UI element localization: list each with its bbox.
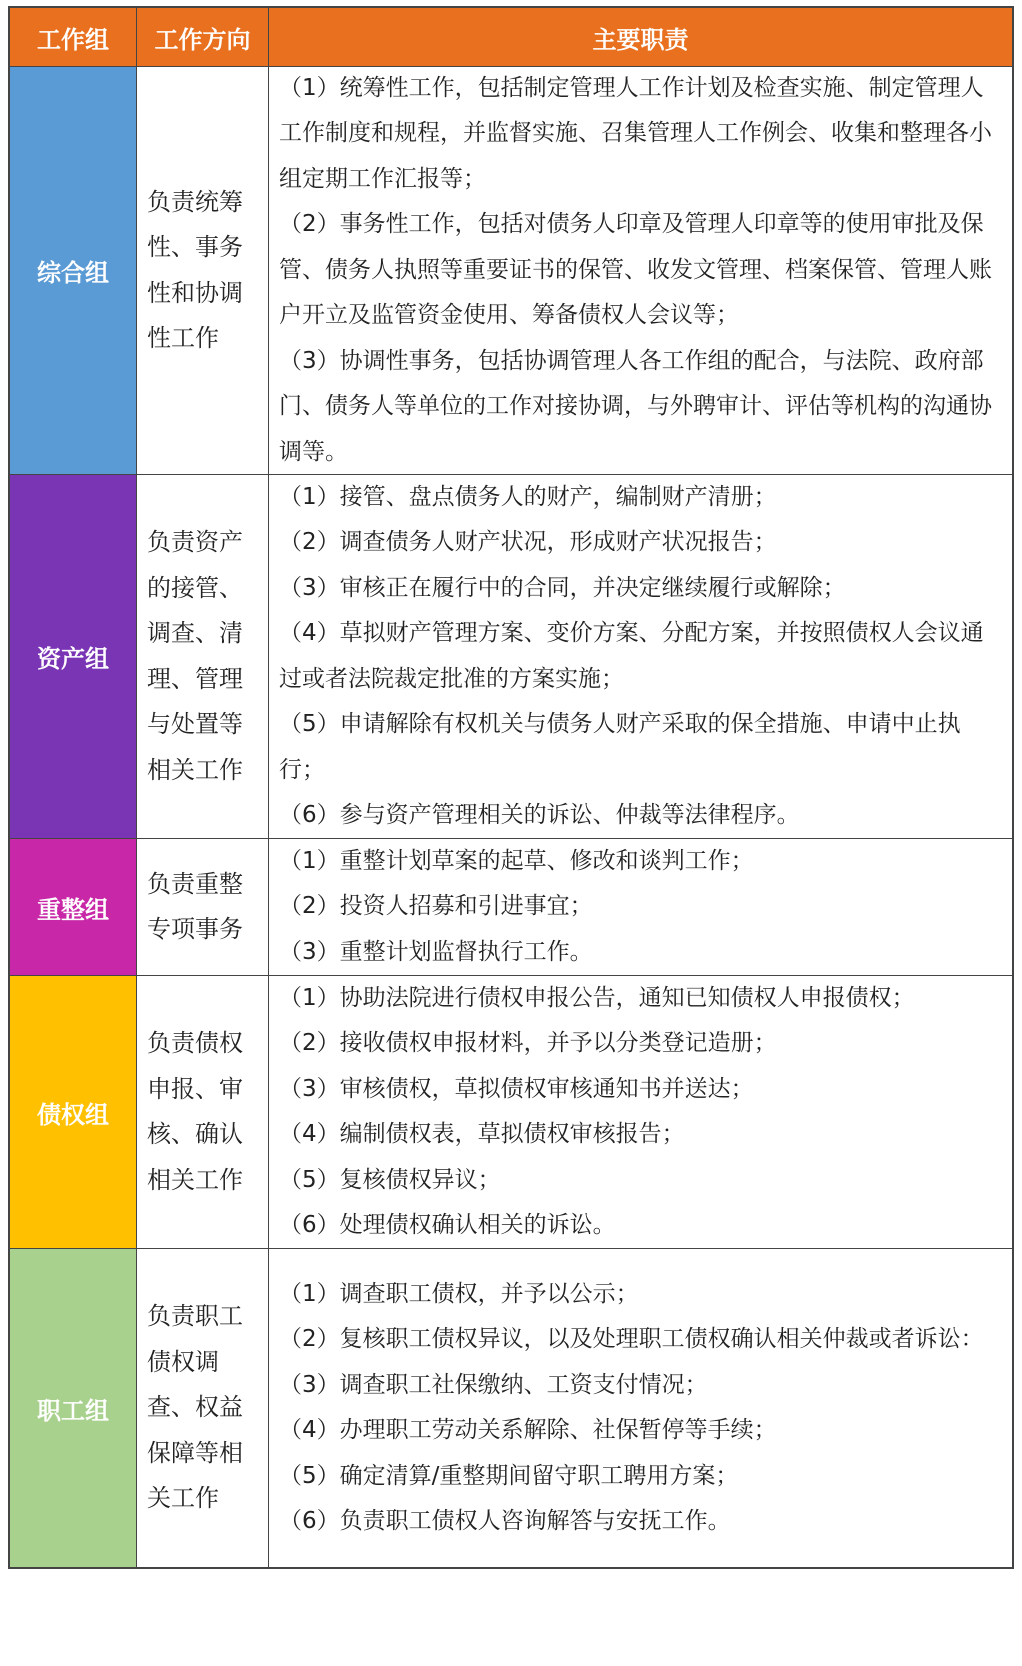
group-cell bbox=[10, 67, 137, 474]
duty-item: （2）调查债务人财产状况，形成财产状况报告； bbox=[279, 529, 777, 555]
duty-item: （2）投资人招募和引进事宜； bbox=[279, 893, 593, 920]
duty-item: （2）接收债权申报材料，并予以分类登记造册； bbox=[279, 1030, 777, 1056]
duty-item: （4）草拟财产管理方案、变价方案、分配方案，并按照债权人会议通过或者法院裁定批准的方案实施； bbox=[279, 620, 984, 692]
duty-item: （6）参与资产管理相关的诉讼、仲裁等法律程序。 bbox=[279, 802, 800, 828]
duty-item: （5）申请解除有权机关与债务人财产采取的保全措施、申请中止执行； bbox=[279, 711, 961, 783]
table-row bbox=[10, 976, 1012, 1249]
group-name: 重整组 bbox=[37, 895, 109, 924]
duty-item: （3）协调性事务，包括协调管理人各工作组的配合，与法院、政府部门、债务人等单位的工作对接协调，与外聘审计、评估等机构的沟通协调等。 bbox=[279, 347, 992, 465]
table-row bbox=[10, 839, 1012, 976]
group-cell bbox=[10, 1249, 137, 1567]
duty-item: （1）重整计划草案的起草、修改和谈判工作； bbox=[279, 847, 754, 874]
duties-cell bbox=[269, 976, 1012, 1248]
duty-item: （4）办理职工劳动关系解除、社保暂停等手续； bbox=[279, 1417, 777, 1443]
duty-item: （5）确定清算/重整期间留守职工聘用方案； bbox=[279, 1462, 739, 1489]
header-work-group: 工作组 bbox=[10, 8, 137, 66]
table-row bbox=[10, 1249, 1012, 1567]
group-direction: 负责职工债权调查、权益保障等相关工作 bbox=[147, 1302, 243, 1513]
duty-item: （3）重整计划监督执行工作。 bbox=[279, 938, 593, 965]
duty-item: （3）审核债权，草拟债权审核通知书并送达； bbox=[279, 1075, 754, 1102]
group-name: 资产组 bbox=[37, 645, 109, 673]
header-main-duties: 主要职责 bbox=[592, 25, 689, 54]
direction-cell bbox=[137, 67, 269, 474]
group-name: 职工组 bbox=[37, 1396, 109, 1425]
duty-item: （3）调查职工社保缴纳、工资支付情况； bbox=[279, 1371, 708, 1398]
group-name: 综合组 bbox=[37, 259, 109, 287]
duty-item: （2）复核职工债权异议，以及处理职工债权确认相关仲裁或者诉讼： bbox=[279, 1326, 984, 1352]
duty-item: （5）复核债权异议； bbox=[279, 1166, 501, 1193]
direction-cell bbox=[137, 475, 269, 838]
duty-item: （2）事务性工作，包括对债务人印章及管理人印章等的使用审批及保管、债务人执照等重要证书的保管、收发文管理、档案保管、管理人账户开立及监管资金使用、筹备债权人会议等； bbox=[279, 211, 992, 329]
duty-item: （1）接管、盘点债务人的财产，编制财产清册； bbox=[279, 483, 777, 510]
table-row bbox=[10, 475, 1012, 839]
header-work-direction: 工作方向 bbox=[137, 8, 269, 66]
duties-cell bbox=[269, 67, 1012, 474]
table-header-row bbox=[10, 6, 1012, 67]
group-cell bbox=[10, 976, 137, 1248]
duty-item: （6）处理债权确认相关的诉讼。 bbox=[279, 1212, 616, 1238]
direction-cell bbox=[137, 976, 269, 1248]
duties-cell bbox=[269, 1249, 1012, 1567]
duty-item: （6）负责职工债权人咨询解答与安抚工作。 bbox=[279, 1508, 731, 1534]
duty-item: （1）协助法院进行债权申报公告，通知已知债权人申报债权； bbox=[279, 984, 915, 1011]
responsibility-table bbox=[8, 6, 1014, 1569]
group-direction: 负责债权申报、审核、确认相关工作 bbox=[147, 1029, 243, 1194]
duties-cell bbox=[269, 475, 1012, 838]
duty-item: （1）统筹性工作，包括制定管理人工作计划及检查实施、制定管理人工作制度和规程，并监督实施、召集管理人工作例会、收集和整理各小组定期工作汇报等； bbox=[279, 74, 992, 192]
group-cell bbox=[10, 475, 137, 838]
direction-cell bbox=[137, 839, 269, 975]
group-cell bbox=[10, 839, 137, 975]
direction-cell bbox=[137, 1249, 269, 1567]
group-direction: 负责资产的接管、调查、清理、管理与处置等相关工作 bbox=[147, 528, 243, 784]
table-row bbox=[10, 67, 1012, 475]
duties-cell bbox=[269, 839, 1012, 975]
group-direction: 负责重整专项事务 bbox=[147, 869, 243, 943]
duty-item: （3）审核正在履行中的合同，并决定继续履行或解除； bbox=[279, 574, 846, 601]
duty-item: （1）调查职工债权，并予以公示； bbox=[279, 1280, 639, 1307]
group-direction: 负责统筹性、事务性和协调性工作 bbox=[147, 187, 243, 352]
duty-item: （4）编制债权表，草拟债权审核报告； bbox=[279, 1121, 685, 1147]
group-name: 债权组 bbox=[37, 1100, 109, 1129]
